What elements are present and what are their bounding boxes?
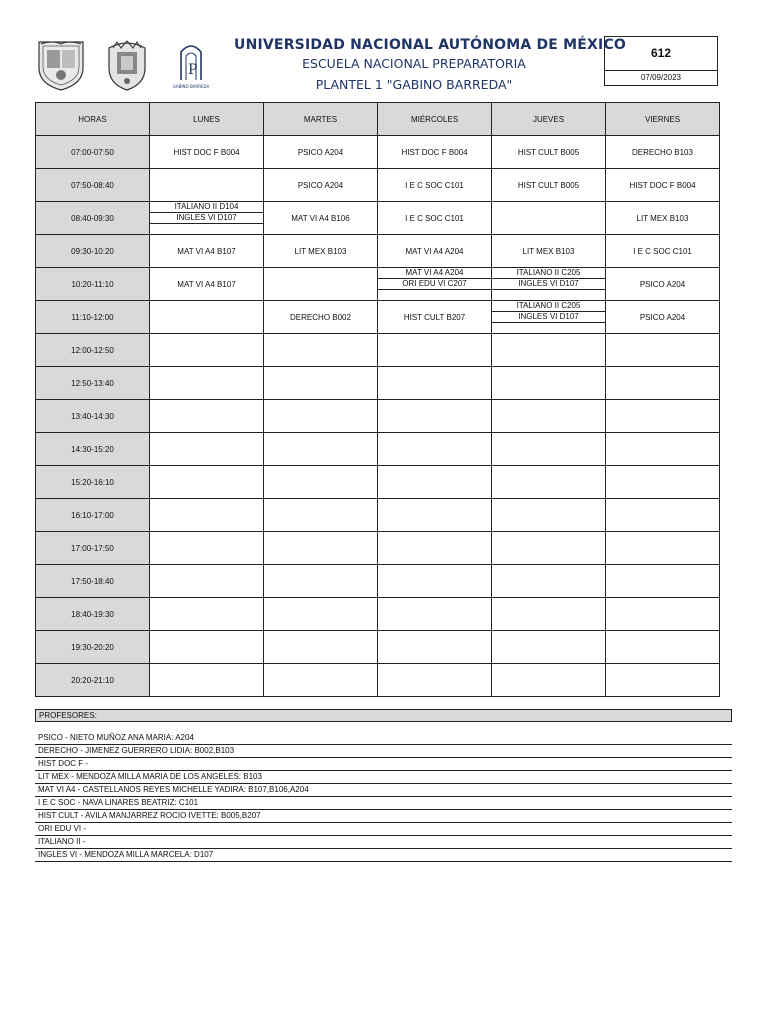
class-stack — [378, 268, 491, 300]
hour-cell: 12:50-13:40 — [36, 367, 150, 400]
schedule-row — [36, 268, 720, 301]
schedule-row — [36, 169, 720, 202]
class-cell-thursday — [492, 268, 606, 301]
schedule-row — [36, 565, 720, 598]
hour-cell: 17:00-17:50 — [36, 532, 150, 565]
class-cell-thursday — [492, 334, 606, 367]
class-entry: INGLES VI D107 — [492, 279, 605, 290]
class-cell-tuesday: LIT MEX B103 — [264, 235, 378, 268]
class-entry — [492, 323, 605, 333]
hour-cell: 08:40-09:30 — [36, 202, 150, 235]
class-cell-tuesday: DERECHO B002 — [264, 301, 378, 334]
class-cell-wednesday — [378, 466, 492, 499]
header-tuesday: MARTES — [264, 103, 378, 136]
class-cell-monday — [150, 532, 264, 565]
class-cell-monday — [150, 367, 264, 400]
professor-entry: PSICO - NIETO MUÑOZ ANA MARIA: A204 — [35, 732, 732, 745]
hour-cell: 12:00-12:50 — [36, 334, 150, 367]
class-cell-friday — [606, 466, 720, 499]
header-thursday: JUEVES — [492, 103, 606, 136]
professor-entry: MAT VI A4 - CASTELLANOS REYES MICHELLE YADIRA: B107,B106,A204 — [35, 784, 732, 797]
class-cell-tuesday — [264, 565, 378, 598]
class-cell-monday — [150, 334, 264, 367]
schedule-row — [36, 466, 720, 499]
class-cell-thursday: HIST CULT B005 — [492, 169, 606, 202]
class-cell-wednesday — [378, 433, 492, 466]
class-cell-monday: MAT VI A4 B107 — [150, 268, 264, 301]
class-cell-friday — [606, 664, 720, 697]
schedule-row — [36, 400, 720, 433]
class-cell-wednesday — [378, 400, 492, 433]
class-stack — [492, 301, 605, 333]
class-cell-thursday — [492, 466, 606, 499]
class-cell-friday — [606, 499, 720, 532]
class-cell-friday: LIT MEX B103 — [606, 202, 720, 235]
class-cell-wednesday — [378, 532, 492, 565]
class-cell-thursday — [492, 367, 606, 400]
plantel-name: PLANTEL 1 "GABINO BARREDA" — [315, 77, 513, 92]
professor-entry: DERECHO - JIMENEZ GUERRERO LIDIA: B002,B103 — [35, 745, 732, 758]
class-cell-wednesday: HIST CULT B207 — [378, 301, 492, 334]
hour-cell: 20:20-21:10 — [36, 664, 150, 697]
class-cell-tuesday — [264, 664, 378, 697]
class-entry: ITALIANO II C205 — [492, 301, 605, 312]
class-cell-friday — [606, 565, 720, 598]
class-cell-monday — [150, 202, 264, 235]
class-cell-wednesday: I E C SOC C101 — [378, 202, 492, 235]
class-entry — [150, 224, 263, 234]
class-cell-monday — [150, 169, 264, 202]
class-cell-friday — [606, 367, 720, 400]
schedule-row — [36, 235, 720, 268]
group-number: 612 — [605, 37, 717, 71]
class-entry: ITALIANO II C205 — [492, 268, 605, 279]
class-cell-thursday — [492, 400, 606, 433]
schedule-row — [36, 532, 720, 565]
class-cell-friday — [606, 631, 720, 664]
professors-list — [35, 732, 732, 862]
schedule-table — [35, 102, 720, 697]
class-stack — [492, 268, 605, 300]
class-cell-monday — [150, 664, 264, 697]
class-cell-tuesday: PSICO A204 — [264, 169, 378, 202]
class-entry — [378, 290, 491, 300]
enp-seal-logo — [103, 38, 151, 92]
class-cell-tuesday — [264, 268, 378, 301]
professor-entry: HIST CULT - AVILA MANJARREZ ROCIO IVETTE: B005,B207 — [35, 810, 732, 823]
class-cell-friday: PSICO A204 — [606, 268, 720, 301]
professor-entry: INGLES VI - MENDOZA MILLA MARCELA: D107 — [35, 849, 732, 862]
class-cell-wednesday — [378, 565, 492, 598]
class-cell-wednesday — [378, 367, 492, 400]
class-cell-tuesday — [264, 499, 378, 532]
header-friday: VIERNES — [606, 103, 720, 136]
professor-entry: ITALIANO II - — [35, 836, 732, 849]
schedule-row — [36, 202, 720, 235]
class-cell-tuesday — [264, 532, 378, 565]
class-cell-friday: PSICO A204 — [606, 301, 720, 334]
schedule-header-row — [36, 103, 720, 136]
class-cell-tuesday — [264, 598, 378, 631]
hour-cell: 14:30-15:20 — [36, 433, 150, 466]
school-name: ESCUELA NACIONAL PREPARATORIA — [302, 56, 526, 71]
hour-cell: 17:50-18:40 — [36, 565, 150, 598]
class-cell-thursday — [492, 532, 606, 565]
class-stack — [150, 202, 263, 234]
class-cell-tuesday — [264, 334, 378, 367]
class-cell-monday — [150, 598, 264, 631]
class-cell-thursday: LIT MEX B103 — [492, 235, 606, 268]
class-cell-wednesday — [378, 664, 492, 697]
class-cell-wednesday — [378, 499, 492, 532]
class-entry — [492, 290, 605, 300]
class-entry: ITALIANO II D104 — [150, 202, 263, 213]
class-cell-wednesday: HIST DOC F B004 — [378, 136, 492, 169]
class-cell-friday — [606, 598, 720, 631]
document-header — [0, 0, 768, 100]
hour-cell: 09:30-10:20 — [36, 235, 150, 268]
class-cell-friday: HIST DOC F B004 — [606, 169, 720, 202]
class-entry: ORI EDU VI C207 — [378, 279, 491, 290]
class-cell-friday: DERECHO B103 — [606, 136, 720, 169]
class-cell-friday — [606, 400, 720, 433]
class-cell-thursday — [492, 499, 606, 532]
class-cell-thursday — [492, 631, 606, 664]
schedule-row — [36, 631, 720, 664]
class-cell-monday — [150, 466, 264, 499]
class-cell-monday — [150, 433, 264, 466]
schedule-date: 07/09/2023 — [640, 73, 682, 82]
professor-entry: HIST DOC F - — [35, 758, 732, 771]
class-cell-tuesday — [264, 400, 378, 433]
schedule-row — [36, 499, 720, 532]
class-entry: INGLES VI D107 — [150, 213, 263, 224]
schedule-row — [36, 598, 720, 631]
unam-shield-logo — [33, 38, 89, 92]
schedule-row — [36, 334, 720, 367]
class-cell-monday — [150, 301, 264, 334]
class-cell-tuesday: PSICO A204 — [264, 136, 378, 169]
hour-cell: 19:30-20:20 — [36, 631, 150, 664]
class-cell-thursday — [492, 598, 606, 631]
svg-text:GABINO BARREDA: GABINO BARREDA — [173, 84, 209, 89]
class-cell-friday — [606, 334, 720, 367]
class-cell-wednesday — [378, 268, 492, 301]
class-cell-monday: MAT VI A4 B107 — [150, 235, 264, 268]
class-cell-thursday — [492, 664, 606, 697]
class-cell-wednesday: MAT VI A4 A204 — [378, 235, 492, 268]
schedule-row — [36, 367, 720, 400]
class-cell-thursday — [492, 565, 606, 598]
class-cell-tuesday — [264, 466, 378, 499]
class-cell-tuesday — [264, 631, 378, 664]
class-cell-tuesday — [264, 433, 378, 466]
class-cell-friday — [606, 433, 720, 466]
class-cell-monday: HIST DOC F B004 — [150, 136, 264, 169]
class-entry: MAT VI A4 A204 — [378, 268, 491, 279]
class-entry: INGLES VI D107 — [492, 312, 605, 323]
hour-cell: 07:50-08:40 — [36, 169, 150, 202]
schedule-row — [36, 433, 720, 466]
hour-cell: 18:40-19:30 — [36, 598, 150, 631]
class-cell-wednesday: I E C SOC C101 — [378, 169, 492, 202]
hour-cell: 11:10-12:00 — [36, 301, 150, 334]
group-box — [604, 36, 718, 86]
class-cell-thursday: HIST CULT B005 — [492, 136, 606, 169]
class-cell-wednesday — [378, 334, 492, 367]
class-cell-thursday — [492, 202, 606, 235]
svg-text:P: P — [188, 62, 198, 78]
schedule-row — [36, 136, 720, 169]
professor-entry: ORI EDU VI - — [35, 823, 732, 836]
hour-cell: 13:40-14:30 — [36, 400, 150, 433]
professor-entry: I E C SOC - NAVA LINARES BEATRIZ: C101 — [35, 797, 732, 810]
plantel-logo — [173, 36, 209, 92]
class-cell-friday: I E C SOC C101 — [606, 235, 720, 268]
class-cell-monday — [150, 499, 264, 532]
class-cell-thursday — [492, 301, 606, 334]
class-cell-monday — [150, 631, 264, 664]
schedule-row — [36, 301, 720, 334]
class-cell-wednesday — [378, 631, 492, 664]
header-hours: HORAS — [36, 103, 150, 136]
class-cell-tuesday: MAT VI A4 B106 — [264, 202, 378, 235]
schedule-row — [36, 664, 720, 697]
hour-cell: 15:20-16:10 — [36, 466, 150, 499]
hour-cell: 10:20-11:10 — [36, 268, 150, 301]
class-cell-wednesday — [378, 598, 492, 631]
class-cell-monday — [150, 400, 264, 433]
hour-cell: 07:00-07:50 — [36, 136, 150, 169]
university-title: UNIVERSIDAD NACIONAL AUTÓNOMA DE MÉXICO — [234, 37, 627, 53]
professor-entry: LIT MEX - MENDOZA MILLA MARIA DE LOS ANGELES: B103 — [35, 771, 732, 784]
header-monday: LUNES — [150, 103, 264, 136]
header-wednesday: MIÉRCOLES — [378, 103, 492, 136]
schedule-body — [36, 136, 720, 697]
class-cell-thursday — [492, 433, 606, 466]
class-cell-monday — [150, 565, 264, 598]
class-cell-tuesday — [264, 367, 378, 400]
class-cell-friday — [606, 532, 720, 565]
hour-cell: 16:10-17:00 — [36, 499, 150, 532]
professors-heading: PROFESORES: — [35, 709, 732, 722]
